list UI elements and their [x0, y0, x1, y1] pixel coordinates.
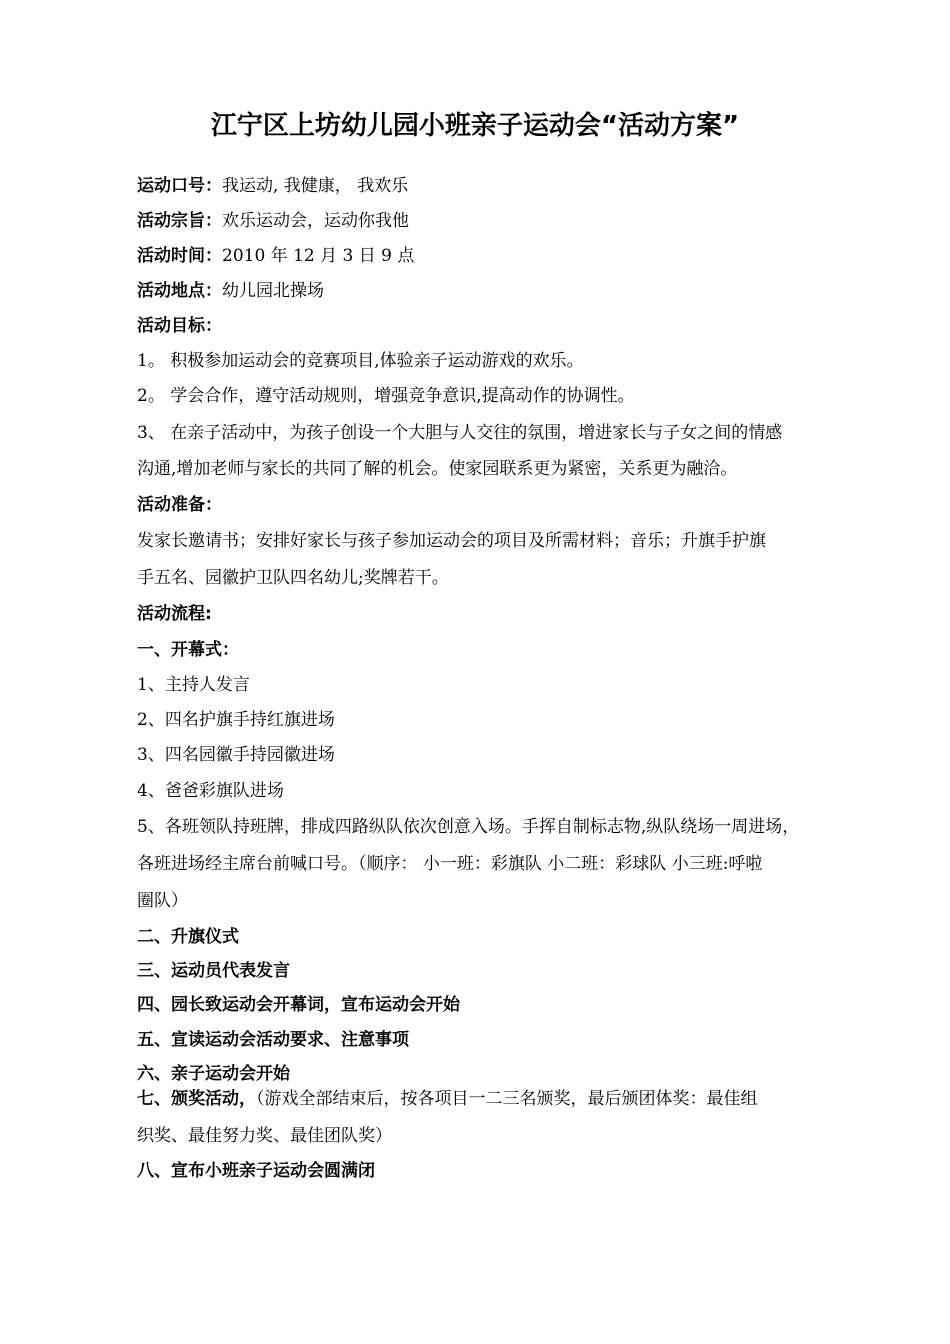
section-4: 四、园长致运动会开幕词，宣布运动会开始	[137, 995, 460, 1015]
prep-heading: 活动准备：	[137, 495, 222, 515]
place-label: 活动地点：	[137, 281, 222, 301]
section-7-heading: 七、颁奖活动，	[137, 1089, 256, 1109]
section-7-line-2: 织奖、最佳努力奖、最佳团队奖）	[137, 1126, 392, 1146]
section-1-item-5-line-2: 各班进场经主席台前喊口号。（顺序： 小一班：彩旗队 小二班：彩球队 小三班:呼啦	[137, 854, 763, 874]
section-7-text-1: （游戏全部结束后，按各项目一二三名颁奖，最后颁团体奖：最佳组	[256, 1089, 758, 1109]
purpose-label: 活动宗旨：	[137, 211, 222, 231]
time-label: 活动时间：	[137, 246, 222, 266]
goals-heading: 活动目标：	[137, 316, 222, 336]
time-line	[137, 244, 414, 268]
section-5: 五、宣读运动会活动要求、注意事项	[137, 1030, 409, 1050]
goal-item-2: 2。 学会合作，遵守活动规则，增强竞争意识,提高动作的协调性。	[137, 386, 635, 406]
prep-line-1: 发家长邀请书；安排好家长与孩子参加运动会的项目及所需材料；音乐；升旗手护旗	[137, 531, 766, 551]
goal-item-3-line-2: 沟通,增加老师与家长的共同了解的机会。使家园联系更为紧密，关系更为融洽。	[137, 459, 738, 479]
page-title: 江宁区上坊幼儿园小班亲子运动会“活动方案”	[210, 111, 740, 141]
section-1-heading: 一、开幕式：	[137, 640, 239, 660]
place-value: 幼儿园北操场	[222, 281, 324, 301]
purpose-line	[137, 209, 409, 233]
section-1-item-4: 4、爸爸彩旗队进场	[137, 781, 284, 801]
goal-item-1: 1。 积极参加运动会的竞赛项目,体验亲子运动游戏的欢乐。	[137, 351, 584, 371]
section-1-item-1: 1、主持人发言	[137, 675, 250, 695]
section-3: 三、运动员代表发言	[137, 961, 290, 981]
slogan-label: 运动口号：	[137, 176, 222, 196]
place-line	[137, 279, 324, 303]
section-7-line-1	[137, 1087, 758, 1111]
section-8: 八、宣布小班亲子运动会圆满闭	[137, 1161, 375, 1181]
purpose-value: 欢乐运动会，运动你我他	[222, 211, 409, 231]
goal-item-3-line-1: 3、 在亲子活动中，为孩子创设一个大胆与人交往的氛围，增进家长与子女之间的情感	[137, 423, 783, 443]
section-1-item-2: 2、四名护旗手持红旗进场	[137, 710, 335, 730]
section-6: 六、亲子运动会开始	[137, 1064, 290, 1084]
time-value: 2010 年 12 月 3 日 9 点	[222, 246, 415, 266]
section-1-item-3: 3、四名园徽手持园徽进场	[137, 745, 335, 765]
slogan-line	[137, 174, 408, 198]
slogan-value: 我运动, 我健康， 我欢乐	[222, 176, 409, 196]
section-1-item-5-line-1: 5、各班领队持班牌，排成四路纵队依次创意入场。手挥自制标志物,纵队绕场一周进场，	[137, 817, 800, 837]
section-1-item-5-line-3: 圈队）	[137, 891, 188, 911]
prep-line-2: 手五名、园徽护卫队四名幼儿;奖牌若干。	[137, 568, 449, 588]
process-heading: 活动流程:	[137, 604, 212, 624]
section-2: 二、升旗仪式	[137, 927, 239, 947]
